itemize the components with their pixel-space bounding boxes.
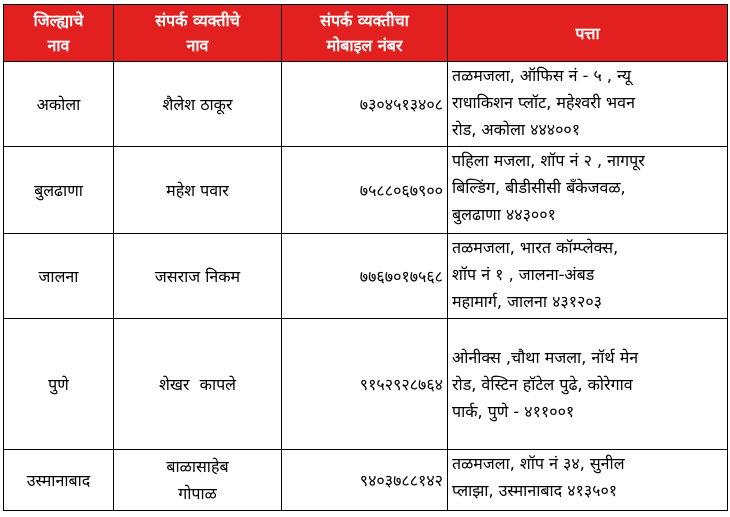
district-cell: अकोला	[4, 62, 114, 147]
address-line: तळमजला, भारत कॉम्प्लेक्स,	[452, 238, 619, 257]
table-row	[4, 147, 728, 234]
table-row	[4, 62, 728, 147]
header-mobile-line2: मोबाइल नंबर	[326, 36, 403, 55]
address-line: पहिला मजला, शॉप नं २ , नागपूर	[452, 151, 645, 170]
header-address-label: पत्ता	[575, 23, 600, 43]
mobile-cell: ७७६७०१७५६८	[282, 234, 448, 319]
address-line: प्लाझा, उस्मानाबाद ४१३५०१	[452, 481, 618, 500]
contact-name-cell: शैलेश ठाकूर	[114, 62, 282, 147]
address-line: तळमजला, शॉप नं ३४, सुनील	[452, 454, 625, 473]
contact-name-line: गोपाळ	[178, 484, 217, 503]
mobile-cell: ७३०४५१३४०८	[282, 62, 448, 147]
district-cell: जालना	[4, 234, 114, 319]
contact-name-cell: शेखर कापले	[114, 319, 282, 450]
address-cell	[448, 62, 728, 147]
header-address	[448, 5, 728, 62]
header-district-line1: जिल्ह्याचे	[33, 11, 84, 30]
contact-name-cell: जसराज निकम	[114, 234, 282, 319]
address-line: बुलढाणा ४४३००१	[452, 205, 556, 224]
header-contact-name	[114, 5, 282, 62]
address-cell	[448, 450, 728, 511]
address-line: शॉप नं १ , जालना-अंबड	[452, 265, 595, 284]
address-line: पार्क, पुणे - ४११००१	[452, 401, 575, 421]
address-cell	[448, 234, 728, 319]
district-cell: बुलढाणा	[4, 147, 114, 234]
address-cell	[448, 319, 728, 450]
address-line: रोड, वेस्टिन हॉटेल पुढे, कोरेगाव	[452, 374, 633, 394]
table-row	[4, 450, 728, 511]
address-cell	[448, 147, 728, 234]
address-line: महामार्ग, जालना ४३१२०३	[452, 292, 602, 311]
mobile-cell: ९४०३७८८१४२	[282, 450, 448, 511]
header-mobile	[282, 5, 448, 62]
district-cell: उस्मानाबाद	[4, 450, 114, 511]
table-header-row	[4, 5, 728, 62]
district-cell: पुणे	[4, 319, 114, 450]
address-line: रोड, अकोला ४४४००१	[452, 120, 581, 139]
header-name-line1: संपर्क व्यक्तीचे	[155, 11, 240, 30]
mobile-cell: ७५८८०६७९००	[282, 147, 448, 234]
address-line: ओनीक्स ,चौथा मजला, नॉर्थ मेन	[452, 347, 639, 367]
address-line: राधाकिशन प्लॉट, महेश्वरी भवन	[452, 93, 635, 112]
mobile-cell: ९१५२९२८७६४	[282, 319, 448, 450]
table-row	[4, 234, 728, 319]
header-district	[4, 5, 114, 62]
address-line: तळमजला, ऑफिस नं - ५ , न्यू	[452, 66, 632, 85]
contact-name-cell: महेश पवार	[114, 147, 282, 234]
contact-name-line: बाळासाहेब	[166, 457, 229, 476]
address-line: बिल्डिंग, बीडीसीसी बँकेजवळ,	[452, 178, 626, 197]
header-district-line2: नाव	[47, 36, 70, 55]
district-contacts-table	[3, 4, 728, 511]
contact-name-cell	[114, 450, 282, 511]
header-name-line2: नाव	[186, 36, 209, 55]
header-mobile-line1: संपर्क व्यक्तीचा	[320, 11, 409, 30]
table-row	[4, 319, 728, 450]
